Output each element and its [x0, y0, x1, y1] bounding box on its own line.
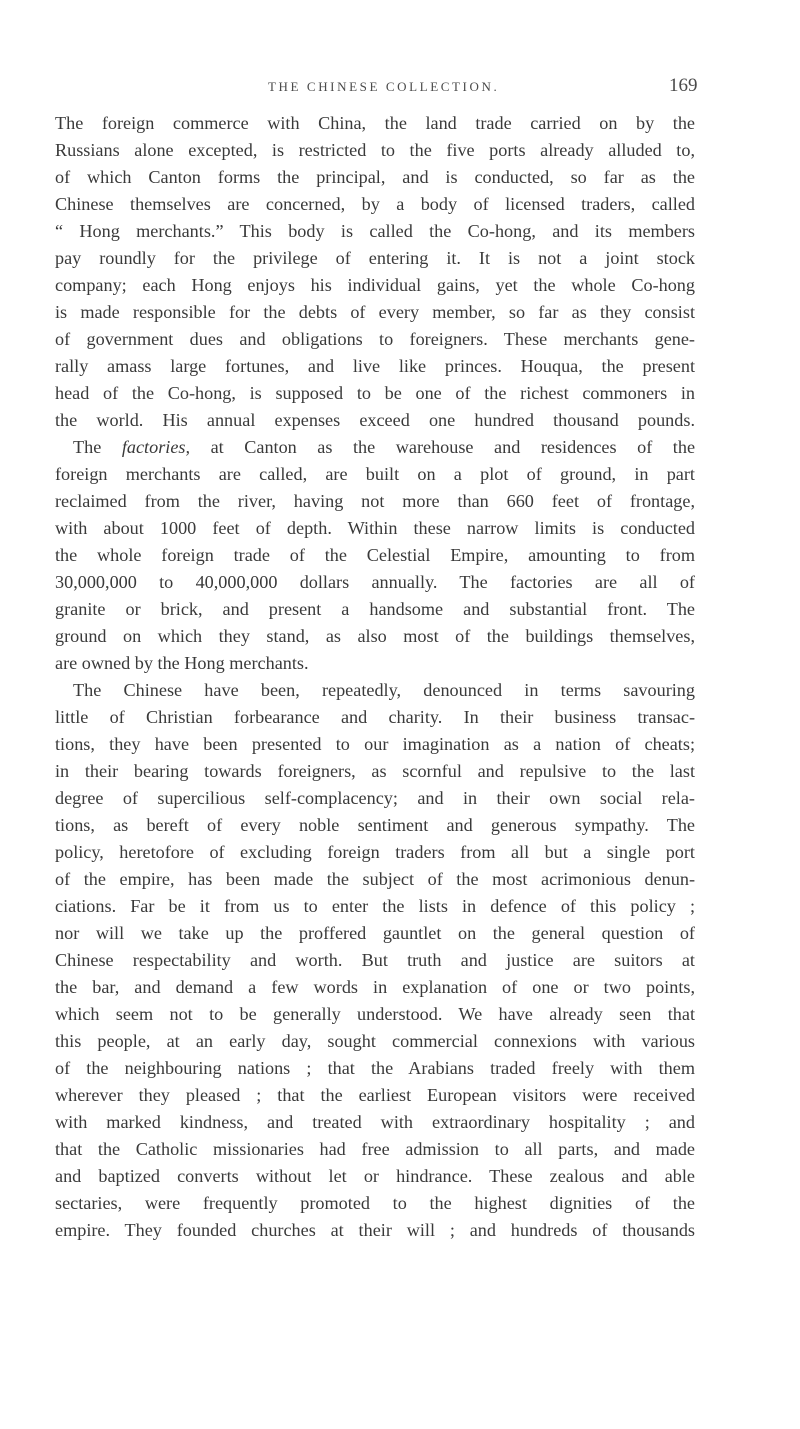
- page-number: 169: [669, 75, 698, 96]
- text-line: ground on which they stand, as also most of the buildings themselves,: [55, 626, 695, 646]
- running-title: THE CHINESE COLLECTION.: [268, 79, 500, 94]
- text-line: little of Christian forbearance and charity. In their business transac-: [55, 707, 695, 727]
- text-line: degree of supercilious self-complacency; and in their own social rela-: [55, 788, 695, 808]
- text-line: nor will we take up the proffered gauntlet on the general question of: [55, 923, 695, 943]
- text-line: of the neighbouring nations ; that the Arabians traded freely with them: [55, 1058, 695, 1078]
- text-line: of government dues and obligations to foreigners. These merchants gene-: [55, 329, 695, 349]
- text-line: the whole foreign trade of the Celestial Empire, amounting to from: [55, 545, 695, 565]
- text-line: are owned by the Hong merchants.: [55, 653, 309, 673]
- text-line: the world. His annual expenses exceed one hundred thousand pounds.: [55, 410, 695, 430]
- text-line: head of the Co-hong, is supposed to be one of the richest commoners in: [55, 383, 695, 403]
- text-line: tions, they have been presented to our imagination as a nation of cheats;: [55, 734, 695, 754]
- text-line: the bar, and demand a few words in explanation of one or two points,: [55, 977, 695, 997]
- text-line: with about 1000 feet of depth. Within these narrow limits is conducted: [55, 518, 695, 538]
- text-line: ciations. Far be it from us to enter the lists in defence of this policy ;: [55, 896, 695, 916]
- text-line: of the empire, has been made the subject of the most acrimonious denun-: [55, 869, 695, 889]
- text-line: of which Canton forms the principal, and is conducted, so far as the: [55, 167, 695, 187]
- text-line: is made responsible for the debts of every member, so far as they consist: [55, 302, 695, 322]
- text-line: tions, as bereft of every noble sentiment and generous sympathy. The: [55, 815, 695, 835]
- text-line: that the Catholic missionaries had free admission to all parts, and made: [55, 1139, 695, 1159]
- text-line: rally amass large fortunes, and live like princes. Houqua, the present: [55, 356, 695, 376]
- factories-rest: at Canton as the warehouse and residences of the: [210, 437, 695, 457]
- text-line: wherever they pleased ; that the earliest European visitors were received: [55, 1085, 695, 1105]
- text-line: Russians alone excepted, is restricted to the five ports already alluded to,: [55, 140, 695, 160]
- text-line: sectaries, were frequently promoted to the highest dignities of the: [55, 1193, 695, 1213]
- text-line: and baptized converts without let or hindrance. These zealous and able: [55, 1166, 695, 1186]
- text-line: empire. They founded churches at their will ; and hundreds of thousands: [55, 1220, 695, 1240]
- body-text: [55, 110, 695, 1244]
- text-line: Chinese respectability and worth. But truth and justice are suitors at: [55, 950, 695, 970]
- text-line: this people, at an early day, sought commercial connexions with various: [55, 1031, 695, 1051]
- running-head: [0, 75, 800, 99]
- text-line: The Chinese have been, repeatedly, denounced in terms savouring: [73, 680, 695, 700]
- text-line: reclaimed from the river, having not more than 660 feet of frontage,: [55, 491, 695, 511]
- text-line: The foreign commerce with China, the land trade carried on by the: [55, 113, 695, 133]
- text-line: company; each Hong enjoys his individual gains, yet the whole Co-hong: [55, 275, 695, 295]
- text-line: policy, heretofore of excluding foreign traders from all but a single port: [55, 842, 695, 862]
- factories-lead: The: [73, 437, 102, 457]
- text-line: granite or brick, and present a handsome and substantial front. The: [55, 599, 695, 619]
- text-line: 30,000,000 to 40,000,000 dollars annually. The factories are all of: [55, 572, 695, 592]
- text-line-factories: [55, 434, 695, 461]
- text-line: pay roundly for the privilege of entering it. It is not a joint stock: [55, 248, 695, 268]
- text-line: in their bearing towards foreigners, as scornful and repulsive to the last: [55, 761, 695, 781]
- text-line: with marked kindness, and treated with extraordinary hospitality ; and: [55, 1112, 695, 1132]
- text-line: which seem not to be generally understood. We have already seen that: [55, 1004, 695, 1024]
- text-line: “ Hong merchants.” This body is called the Co-hong, and its members: [55, 221, 695, 241]
- factories-term: factories,: [121, 437, 191, 457]
- text-line: Chinese themselves are concerned, by a body of licensed traders, called: [55, 194, 695, 214]
- text-line: foreign merchants are called, are built on a plot of ground, in part: [55, 464, 695, 484]
